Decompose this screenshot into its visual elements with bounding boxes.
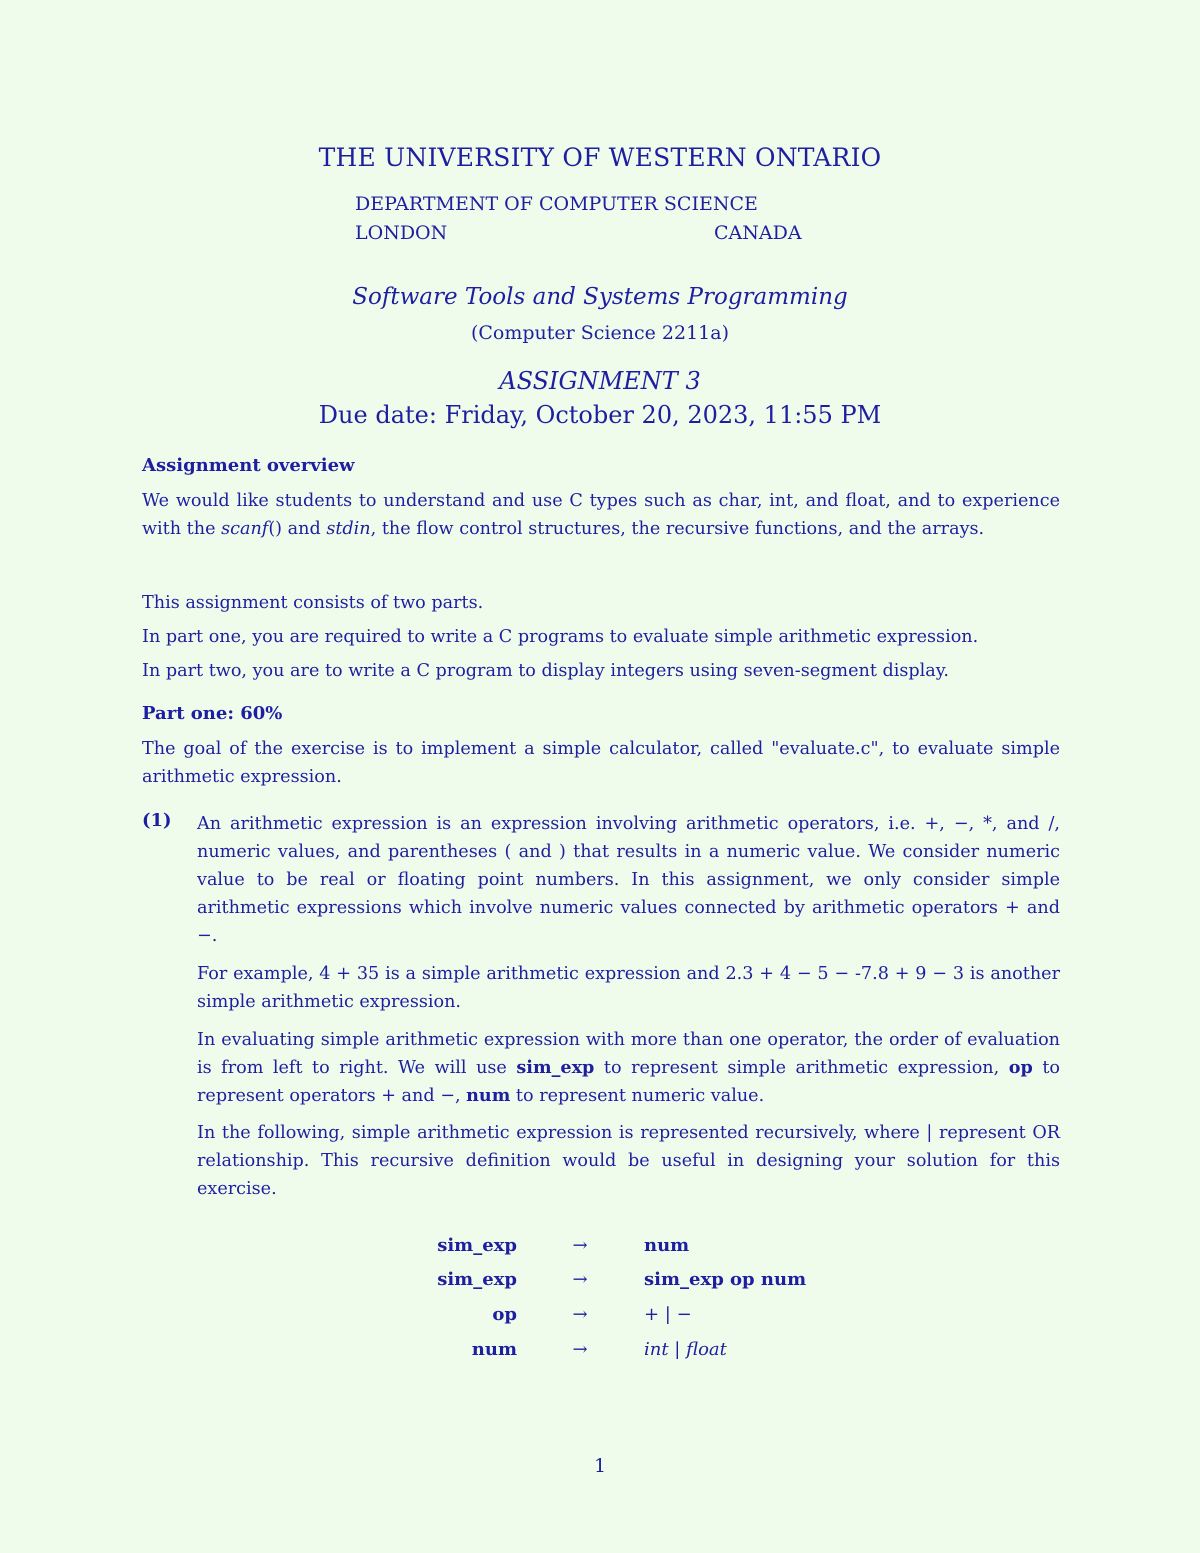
grammar-arrow: → — [572, 1304, 588, 1325]
overview-part-two-sentence: In part two, you are to write a C program to display integers using seven-segment display. — [142, 661, 949, 681]
grammar-arrow: → — [572, 1269, 588, 1290]
item-paragraph-example: For example, 4 + 35 is a simple arithmetic expression and 2.3 + 4 − 5 − -7.8 + 9 − 3 is another simple arithmetic expression. — [197, 964, 1060, 1012]
assignment-title: ASSIGNMENT 3 — [499, 367, 701, 395]
grammar-rhs: num — [644, 1235, 690, 1256]
grammar-arrow: → — [572, 1235, 588, 1256]
page-number: 1 — [593, 1455, 607, 1477]
course-title: Software Tools and Systems Programming — [352, 284, 848, 310]
grammar-lhs: num — [471, 1339, 517, 1360]
due-date: Due date: Friday, October 20, 2023, 11:55 PM — [318, 401, 882, 429]
part-one-intro: The goal of the exercise is to implement a simple calculator, called "evaluate.c", to evaluate simple arithmetic expression. — [142, 739, 1060, 787]
overview-parts-sentence: This assignment consists of two parts. — [142, 593, 484, 613]
overview-paragraph: We would like students to understand and use C types such as char, int, and float, and to experience with the scanf() and stdin, the flow control structures, the recursive functions, and the arrays. — [142, 491, 1060, 539]
grammar-lhs: sim_exp — [437, 1269, 517, 1290]
grammar-rhs: sim_exp op num — [644, 1269, 807, 1290]
grammar-rhs: + | − — [644, 1304, 692, 1325]
grammar-arrow: → — [572, 1339, 588, 1360]
university-name: THE UNIVERSITY OF WESTERN ONTARIO — [318, 143, 882, 172]
item-paragraph-order: In evaluating simple arithmetic expression with more than one operator, the order of evaluation is from left to right. We will use sim_exp to represent simple arithmetic expression, op to represent operators + and −, num to represent numeric value. — [197, 1030, 1060, 1106]
grammar-rhs: int | float — [644, 1339, 727, 1360]
department-name: DEPARTMENT OF COMPUTER SCIENCE — [355, 193, 758, 215]
item-paragraph-definition: An arithmetic expression is an expression involving arithmetic operators, i.e. +, −, *, and /, numeric values, and parentheses ( and ) that results in a numeric value. We consider numeric value to be real or floating point numbers. In this assignment, we only consider simple arithmetic expressions which involve numeric values connected by arithmetic operators + and −. — [197, 814, 1060, 946]
city-label: LONDON — [355, 222, 448, 244]
country-label: CANADA — [714, 222, 802, 244]
grammar-lhs: sim_exp — [437, 1235, 517, 1256]
overview-part-one-sentence: In part one, you are required to write a C programs to evaluate simple arithmetic expression. — [142, 627, 979, 647]
item-paragraph-recursive: In the following, simple arithmetic expression is represented recursively, where | represent OR relationship. This recursive definition would be useful in designing your solution for this exercise. — [197, 1123, 1060, 1199]
overview-heading: Assignment overview — [142, 455, 355, 476]
item-number: (1) — [142, 810, 172, 831]
grammar-lhs: op — [492, 1304, 517, 1325]
course-code: (Computer Science 2211a) — [470, 322, 730, 344]
part-one-heading: Part one: 60% — [142, 703, 283, 724]
